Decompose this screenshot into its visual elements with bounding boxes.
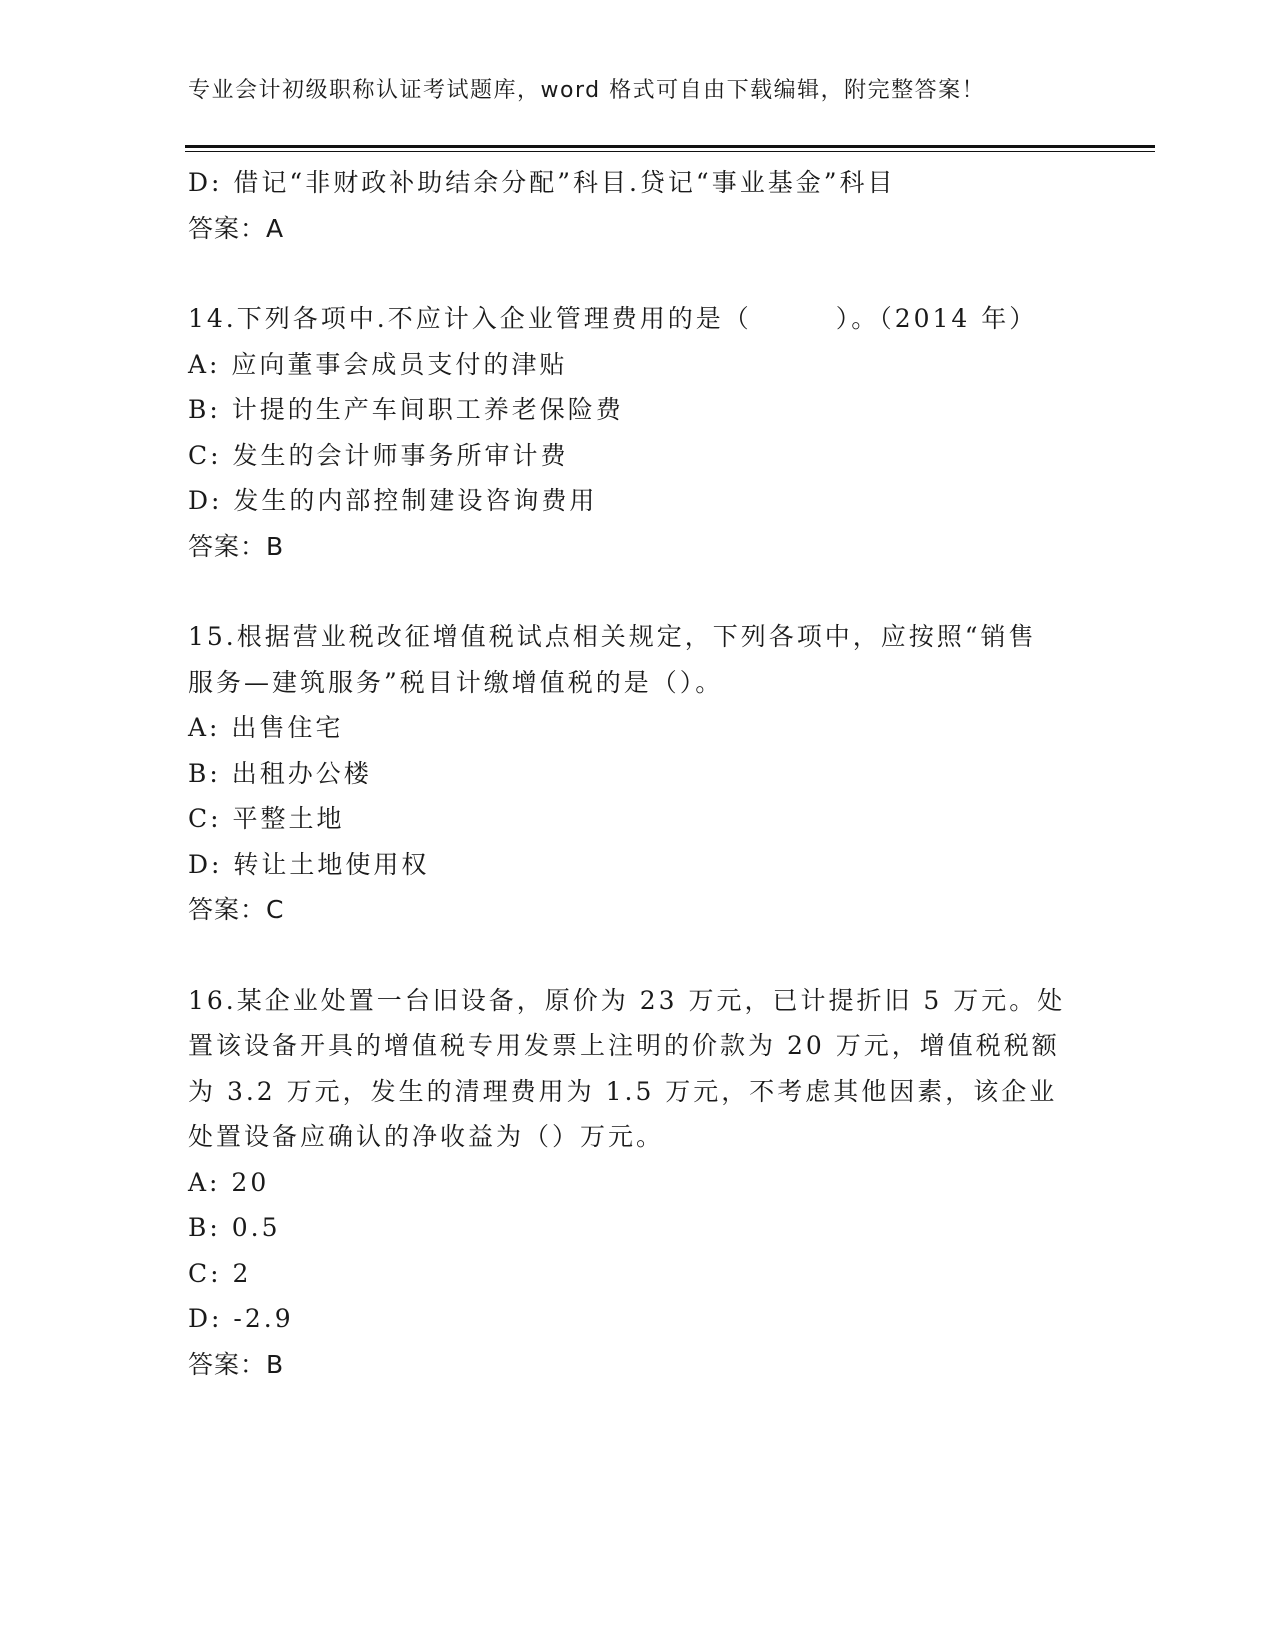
answer-label: 答案：C <box>188 895 285 924</box>
option-b: B: 出租办公楼 <box>188 758 372 788</box>
option-d: D: 发生的内部控制建设咨询费用 <box>188 486 598 515</box>
header-divider-thick <box>185 145 1155 148</box>
question-stem: 14.下列各项中.不应计入企业管理费用的是（ ）。（2014 年） <box>188 304 1038 333</box>
option-d: D: -2.9 <box>188 1304 294 1333</box>
page-header-note: 专业会计初级职称认证考试题库，word 格式可自由下载编辑，附完整答案！ <box>188 78 986 103</box>
question-14 <box>188 296 1088 569</box>
option-a: A: 应向董事会成员支付的津贴 <box>188 349 568 379</box>
answer-label: 答案：B <box>188 531 285 561</box>
question-stem: 为 3.2 万元，发生的清理费用为 1.5 万元，不考虑其他因素，该企业 <box>188 1076 1058 1106</box>
question-16 <box>188 978 1088 1388</box>
option-a: A: 20 <box>188 1167 270 1197</box>
option-b: B: 0.5 <box>188 1213 281 1242</box>
question-15 <box>188 614 1088 933</box>
document-body <box>188 160 1088 1387</box>
header-divider-thin <box>185 151 1155 152</box>
option-b: B: 计提的生产车间职工养老保险费 <box>188 395 624 424</box>
question-13 <box>188 160 1088 251</box>
question-stem: 置该设备开具的增值税专用发票上注明的价款为 20 万元，增值税税额 <box>188 1031 1060 1060</box>
option-c: C: 2 <box>188 1258 252 1288</box>
option-a: A: 出售住宅 <box>188 713 344 742</box>
answer-label: 答案：B <box>188 1349 285 1379</box>
question-stem: 处置设备应确认的净收益为（）万元。 <box>188 1122 665 1151</box>
question-stem: 服务—建筑服务”税目计缴增值税的是（）。 <box>188 667 724 697</box>
option-d: D: 借记“非财政补助结余分配”科目.贷记“事业基金”科目 <box>188 168 896 197</box>
option-d: D: 转让土地使用权 <box>188 849 430 879</box>
option-c: C: 发生的会计师事务所审计费 <box>188 440 569 470</box>
question-stem: 15.根据营业税改征增值税试点相关规定，下列各项中，应按照“销售 <box>188 622 1037 651</box>
answer-label: 答案：A <box>188 213 285 243</box>
option-c: C: 平整土地 <box>188 804 345 833</box>
question-stem: 16.某企业处置一台旧设备，原价为 23 万元，已计提折旧 5 万元。处 <box>188 985 1066 1015</box>
